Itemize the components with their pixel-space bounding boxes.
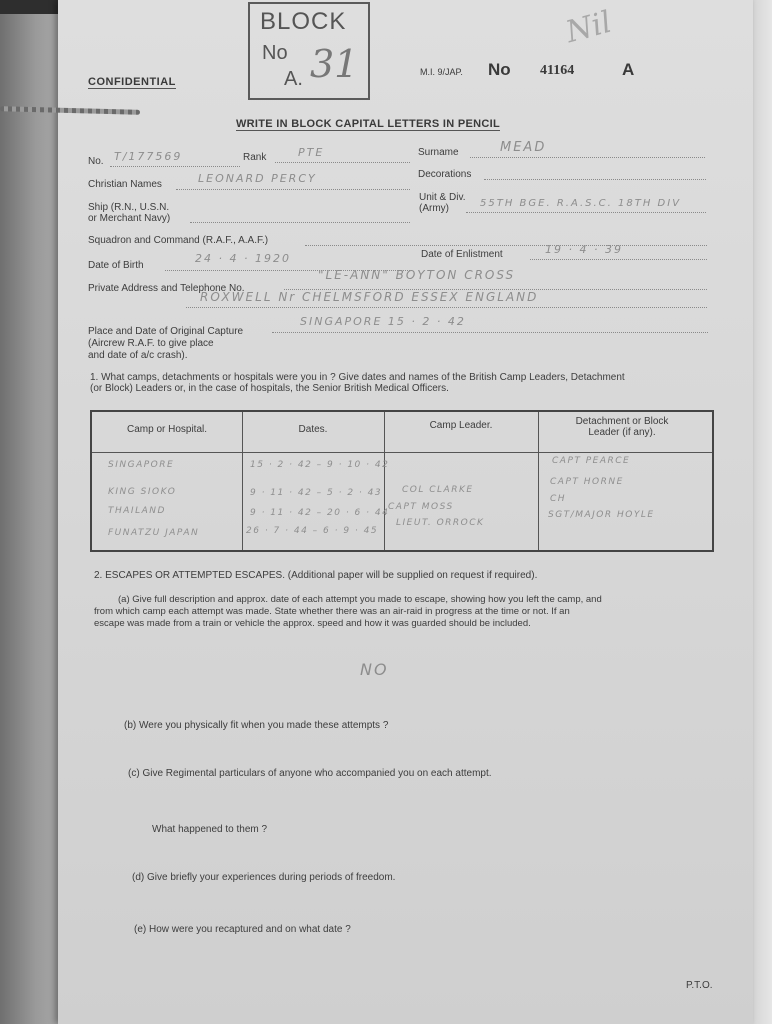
capture-label: Place and Date of Original Capture	[88, 326, 244, 337]
unit-label: Unit & Div.	[419, 192, 466, 203]
question-1-text-2: (or Block) Leaders or, in the case of hospitals, the Senior British Medical Officers.	[90, 383, 449, 394]
confidential-label: CONFIDENTIAL	[88, 76, 176, 88]
question-2b: (b) Were you physically fit when you made these attempts ?	[124, 720, 389, 731]
header-camp-leader: Camp Leader.	[429, 420, 493, 431]
decorations-label: Decorations	[418, 169, 472, 180]
date-of-birth-value: 24 · 4 · 1920	[195, 252, 291, 265]
unit-value: 55TH BGE. R.A.S.C. 18TH DIV	[480, 198, 682, 209]
row-3-camp: THAILAND	[108, 506, 166, 516]
row-2-detachment: CAPT HORNE	[550, 477, 624, 487]
header-dates: Dates.	[298, 424, 328, 435]
row-2-camp: KING SIOKO	[108, 487, 177, 497]
ship-label-2: or Merchant Navy)	[88, 213, 171, 224]
stamp-no-text: No	[262, 42, 288, 64]
stamp-a-text: A.	[284, 68, 303, 90]
nil-annotation: Nil	[562, 4, 616, 51]
christian-names-value: LEONARD PERCY	[198, 172, 317, 185]
question-2a-text-1: (a) Give full description and approx. date of each attempt you made to escape, showing how you left the camp, and	[118, 594, 602, 605]
serial-suffix: A	[622, 60, 635, 79]
row-2-leader: COL CLARKE	[402, 485, 474, 495]
row-4-leader: LIEUT. ORROCK	[396, 518, 485, 528]
enlistment-label: Date of Enlistment	[421, 249, 503, 260]
block-stamp	[248, 2, 370, 100]
surname-value: MEAD	[500, 140, 547, 155]
rank-label: Rank	[243, 152, 267, 163]
row-1-dates: 15 · 2 · 42 – 9 · 10 · 42	[250, 460, 390, 470]
row-4-detachment: SGT/MAJOR HOYLE	[548, 510, 655, 520]
capture-value: SINGAPORE 15 · 2 · 42	[300, 315, 466, 328]
surname-label: Surname	[418, 147, 459, 158]
camps-table	[90, 410, 714, 552]
question-2a-text-3: escape was made from a train or vehicle the approx. speed and how it was guarded should be included.	[94, 618, 531, 629]
question-2-heading: 2. ESCAPES OR ATTEMPTED ESCAPES. (Additional paper will be supplied on request if required).	[94, 570, 538, 581]
row-1-detachment: CAPT PEARCE	[552, 456, 631, 466]
header-camp: Camp or Hospital.	[126, 424, 208, 435]
address-line-2: ROXWELL Nr CHELMSFORD ESSEX ENGLAND	[200, 290, 539, 304]
capture-label-2: (Aircrew R.A.F. to give place	[88, 338, 214, 349]
header-detachment: Detachment or Block Leader (if any).	[575, 416, 669, 438]
question-2a-text-2: from which camp each attempt was made. State whether there was an air-raid in progress at the time or not. If an	[94, 606, 570, 617]
number-label: No	[488, 60, 511, 79]
row-3-detachment: CH	[550, 494, 567, 504]
serial-number: 41164	[540, 63, 575, 78]
ship-label: Ship (R.N., U.S.N.	[88, 202, 170, 213]
question-2c-followup: What happened to them ?	[152, 824, 268, 835]
enlistment-value: 19 · 4 · 39	[545, 243, 623, 256]
pto-label: P.T.O.	[686, 980, 713, 991]
question-2d: (d) Give briefly your experiences during periods of freedom.	[132, 872, 396, 883]
question-2c: (c) Give Regimental particulars of anyone who accompanied you on each attempt.	[128, 768, 492, 779]
form-reference: M.I. 9/JAP.	[420, 67, 463, 77]
squadron-label: Squadron and Command (R.A.F., A.A.F.)	[88, 235, 269, 246]
row-3-leader: CAPT MOSS	[388, 502, 454, 512]
address-label: Private Address and Telephone No.	[88, 283, 245, 294]
no-label: No.	[88, 156, 104, 167]
row-2-dates: 9 · 11 · 42 – 5 · 2 · 43	[250, 488, 383, 498]
capture-label-3: and date of a/c crash).	[88, 350, 188, 361]
question-2e: (e) How were you recaptured and on what date ?	[134, 924, 351, 935]
date-of-birth-label: Date of Birth	[88, 260, 144, 271]
row-4-camp: FUNATZU JAPAN	[108, 528, 200, 538]
unit-label-2: (Army)	[419, 203, 449, 214]
stamp-block-text: BLOCK	[260, 8, 347, 35]
row-1-camp: SINGAPORE	[108, 460, 175, 470]
rank-value: PTE	[298, 146, 325, 159]
row-3-dates: 9 · 11 · 42 – 20 · 6 · 44	[250, 508, 390, 518]
question-1-text: 1. What camps, detachments or hospitals were you in ? Give dates and names of the British Camp Leaders, Detachment	[90, 372, 625, 383]
address-line-1: "LE-ANN" BOYTON CROSS	[318, 268, 516, 282]
row-4-dates: 26 · 7 · 44 – 6 · 9 · 45	[246, 526, 379, 536]
no-value: T/177569	[114, 150, 183, 163]
instruction-heading: WRITE IN BLOCK CAPITAL LETTERS IN PENCIL	[236, 118, 500, 130]
stamp-block-number: 31	[310, 42, 359, 86]
christian-names-label: Christian Names	[88, 179, 162, 190]
question-2a-answer: NO	[360, 660, 389, 679]
